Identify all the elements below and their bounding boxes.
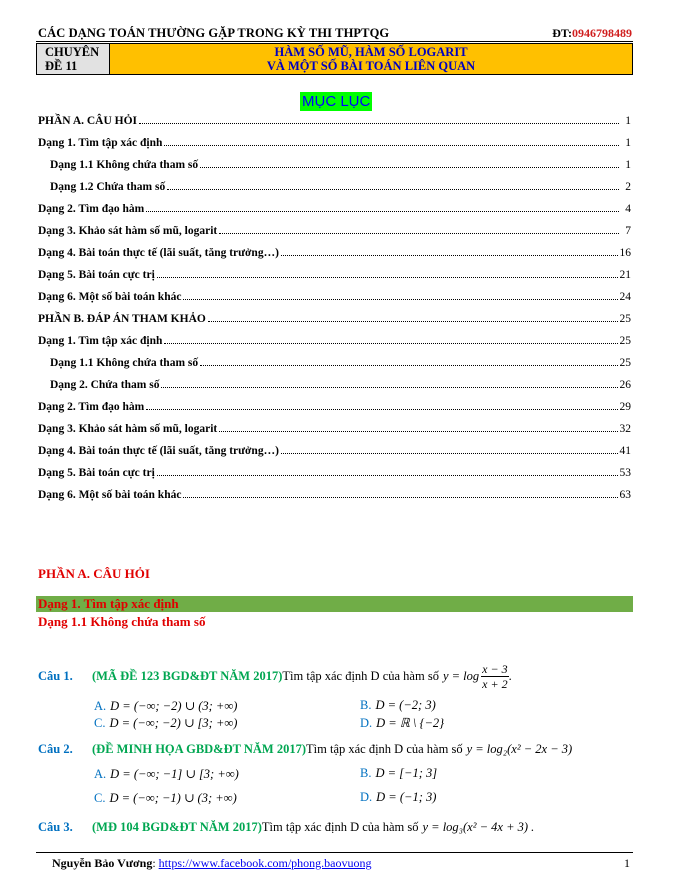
toc-item[interactable]: Dạng 4. Bài toán thực tế (lãi suất, tăng trưởng…) 41 <box>38 445 631 457</box>
toc-item[interactable]: Dạng 2. Tìm đạo hàm 4 <box>38 203 631 215</box>
toc-item[interactable]: Dạng 1.2 Chứa tham số 2 <box>50 181 631 193</box>
answer-b[interactable]: B. D = (−2; 3) <box>360 698 436 712</box>
toc-item[interactable]: Dạng 2. Tìm đạo hàm 29 <box>38 401 631 413</box>
chapter-title <box>110 44 632 74</box>
toc-item[interactable]: Dạng 3. Khảo sát hàm số mũ, logarit 7 <box>38 225 631 237</box>
fraction: $\frac{x - 3}{x + 2}$ <box>482 662 508 691</box>
footer-rule <box>36 852 633 853</box>
header-rule <box>36 41 633 42</box>
toc-item[interactable]: Dạng 6. Một số bài toán khác 24 <box>38 291 631 303</box>
answer-c[interactable]: C. D = (−∞; −2) ∪ [3; +∞) <box>94 716 238 730</box>
chapter-label <box>37 44 110 74</box>
toc-item[interactable]: Dạng 5. Bài toán cực trị 53 <box>38 467 631 479</box>
question-2 <box>38 742 572 757</box>
question-function: y = log <box>442 669 480 683</box>
chapter-band <box>36 43 633 75</box>
header-title: CÁC DẠNG TOÁN THƯỜNG GẶP TRONG KỲ THI THPTQG <box>38 26 390 40</box>
toc-item[interactable]: Dạng 1.1 Không chứa tham số 1 <box>50 159 631 171</box>
toc-title: MỤC LỤC <box>302 93 371 110</box>
footer-page-number: 1 <box>624 856 630 870</box>
footer-link[interactable]: https://www.facebook.com/phong.baovuong <box>158 856 372 870</box>
answer-c[interactable]: C. D = (−∞; −1) ∪ (3; +∞) <box>94 791 237 805</box>
toc-item[interactable]: Dạng 5. Bài toán cực trị 21 <box>38 269 631 281</box>
answer-d[interactable]: D. D = (−1; 3) <box>360 790 437 804</box>
chapter-label-line2: ĐỀ 11 <box>45 59 78 73</box>
chapter-title-line1: HÀM SỐ MŨ, HÀM SỐ LOGARIT <box>274 45 468 59</box>
question-source: (MĐ 104 BGD&ĐT NĂM 2017) <box>92 820 262 834</box>
question-label: Câu 3. <box>38 820 73 834</box>
question-3 <box>38 820 534 835</box>
toc-item[interactable]: Dạng 6. Một số bài toán khác 63 <box>38 489 631 501</box>
toc-item-part-a[interactable]: PHẦN A. CÂU HỎI 1 <box>38 115 631 127</box>
toc-item[interactable]: Dạng 4. Bài toán thực tế (lãi suất, tăng trưởng…) 16 <box>38 247 631 259</box>
question-label: Câu 1. <box>38 669 73 683</box>
answer-b[interactable]: B. D = [−1; 3] <box>360 766 438 780</box>
question-1: Câu 1. (MÃ ĐỀ 123 BGD&ĐT NĂM 2017) Tìm tập xác định D của hàm số y = log $\frac{x - 3}{x + 2}$ . <box>38 662 512 691</box>
question-function: y = log₃(x² − 4x + 3) . <box>422 820 535 834</box>
answer-d[interactable]: D. D = ℝ \ {−2} <box>360 716 445 730</box>
toc-item[interactable]: Dạng 1. Tìm tập xác định 1 <box>38 137 631 149</box>
answer-a[interactable]: A. D = (−∞; −1] ∪ [3; +∞) <box>94 767 239 781</box>
chapter-label-line1: CHUYÊN <box>45 45 100 59</box>
question-source: (MÃ ĐỀ 123 BGD&ĐT NĂM 2017) <box>92 669 283 683</box>
phone-number: 0946798489 <box>572 26 632 40</box>
subsection-heading: Dạng 1. Tìm tập xác định <box>38 596 179 611</box>
footer: Nguyễn Bảo Vương: https://www.facebook.com/phong.baovuong <box>52 856 372 870</box>
chapter-title-line2: VÀ MỘT SỐ BÀI TOÁN LIÊN QUAN <box>266 59 476 73</box>
footer-author: Nguyễn Bảo Vương <box>52 856 153 870</box>
answer-a[interactable]: A. D = (−∞; −2) ∪ (3; +∞) <box>94 699 238 713</box>
toc-item[interactable]: Dạng 1. Tìm tập xác định 25 <box>38 335 631 347</box>
toc-item-part-b[interactable]: PHẦN B. ĐÁP ÁN THAM KHẢO 25 <box>38 313 631 325</box>
question-source: (ĐỀ MINH HỌA GBD&ĐT NĂM 2017) <box>92 742 307 756</box>
question-label: Câu 2. <box>38 742 73 756</box>
toc-item[interactable]: Dạng 2. Chứa tham số 26 <box>50 379 631 391</box>
section-heading: PHẦN A. CÂU HỎI <box>38 566 150 581</box>
question-text: Tìm tập xác định D của hàm số <box>261 820 419 834</box>
toc-item[interactable]: Dạng 1.1 Không chứa tham số 25 <box>50 357 631 369</box>
question-text: Tìm tập xác định D của hàm số <box>282 669 439 683</box>
phone-label: ĐT: <box>552 26 572 40</box>
subsubsection-heading: Dạng 1.1 Không chứa tham số <box>38 614 206 629</box>
question-text: Tìm tập xác định D của hàm số <box>306 742 463 756</box>
header-phone <box>552 26 632 41</box>
toc-item[interactable]: Dạng 3. Khảo sát hàm số mũ, logarit 32 <box>38 423 631 435</box>
question-function: y = log₂(x² − 2x − 3) <box>466 742 573 756</box>
